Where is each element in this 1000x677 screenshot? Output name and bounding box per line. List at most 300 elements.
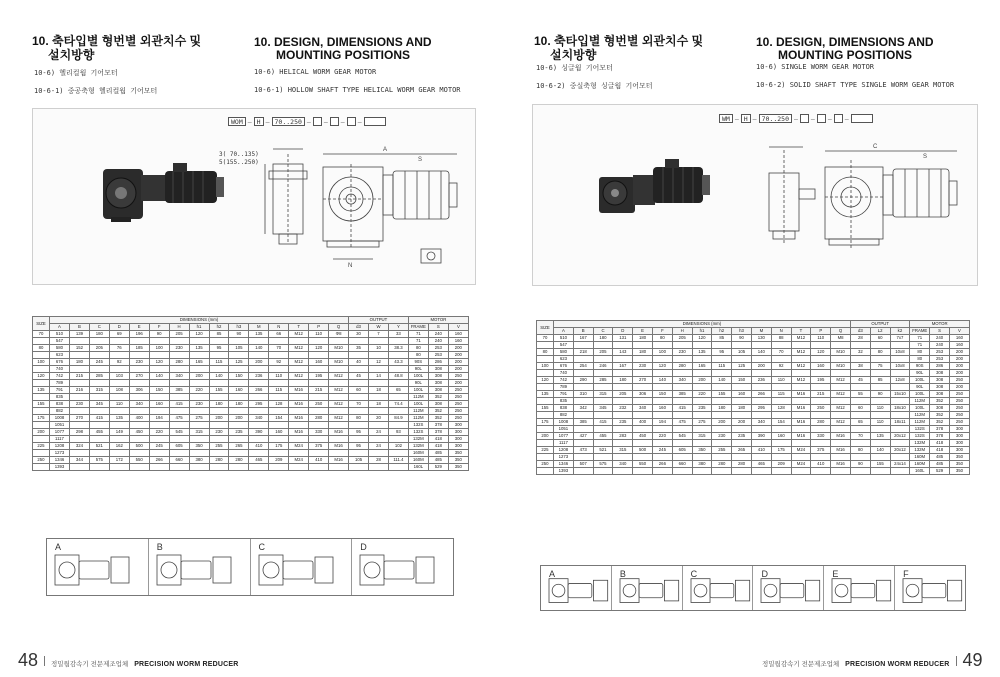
table-cell [289,422,309,429]
table-cell: W [369,324,389,331]
table-cell [249,366,269,373]
table-cell: M12 [289,331,309,338]
table-cell: 160L [408,464,428,471]
table-cell: 580 [50,345,70,352]
table-cell: 80 [910,356,930,363]
table-cell [652,384,672,391]
table-cell [209,450,229,457]
table-cell: 500 [633,447,653,454]
table-cell: 30 [349,331,369,338]
page-number: 48 [18,650,39,670]
table-cell [289,436,309,443]
table-cell: 71 [910,335,930,342]
table-cell [672,412,692,419]
table-cell: 245 [89,359,109,366]
table-cell: 253 [428,352,448,359]
table-cell [850,342,870,349]
table-cell: 90S [910,363,930,370]
table-cell: 1117 [50,436,70,443]
table-cell [229,436,249,443]
table-cell [890,440,910,447]
table-cell: 80 [850,447,870,454]
table-cell: 510 [50,331,70,338]
table-cell [771,426,791,433]
table-cell [652,370,672,377]
table-cell: 120 [537,377,554,384]
table-cell [33,380,50,387]
table-cell [269,338,289,345]
table-cell [633,370,653,377]
table-cell: 308 [428,387,448,394]
section-title-ko [32,34,201,62]
table-cell: 205 [89,345,109,352]
table-cell: 308 [930,384,950,391]
table-cell: 266 [249,387,269,394]
table-cell [169,352,189,359]
table-cell [791,440,811,447]
table-cell: M12 [329,401,349,408]
table-cell [309,464,329,471]
mounting-position-label: C [258,542,265,552]
table-cell: 547 [554,342,574,349]
table-cell [672,454,692,461]
table-header-row [33,317,469,324]
table-cell [890,426,910,433]
table-cell [593,454,613,461]
table-cell: 250 [537,461,554,468]
table-cell: 103 [109,373,129,380]
table-cell [269,352,289,359]
table-cell: 143 [613,349,633,356]
table-cell: 1008 [50,415,70,422]
table-cell [831,454,851,461]
table-cell [388,408,408,415]
table-cell: 167 [573,335,593,342]
table-cell: 315 [189,429,209,436]
table-cell [811,440,831,447]
table-cell: P [309,324,329,331]
table-cell: 300 [949,447,969,454]
table-cell [692,412,712,419]
table-cell [870,412,890,419]
table-cell [537,454,554,461]
dimension-drawing [32,108,476,285]
table-cell: 250 [949,405,969,412]
table-cell [732,426,752,433]
table-cell [289,366,309,373]
table-cell [349,450,369,457]
table-cell: 230 [69,401,89,408]
page-number: 49 [962,650,983,670]
table-cell: 280 [672,363,692,370]
table-cell [890,370,910,377]
table-cell [751,398,771,405]
table-cell [89,394,109,401]
table-cell: 152 [69,345,89,352]
table-cell [890,342,910,349]
table-cell: 254 [573,363,593,370]
table-cell: 92 [109,359,129,366]
table-cell: M10 [329,359,349,366]
section-title-en [254,36,432,62]
table-cell [831,468,851,475]
code-shaft: H [254,117,264,126]
code-series: WOM [228,117,246,126]
table-cell [811,412,831,419]
table-cell [109,436,129,443]
table-cell: 250 [448,415,468,422]
table-cell: 791 [50,387,70,394]
page-footer [18,650,239,671]
table-cell: 150 [652,391,672,398]
table-cell [309,436,329,443]
table-cell: 180 [209,401,229,408]
table-cell [169,366,189,373]
table-cell: Y [388,324,408,331]
table-cell: 175 [33,415,50,422]
table-cell [169,408,189,415]
table-cell [369,450,389,457]
table-cell [33,352,50,359]
table-cell: M16 [329,429,349,436]
table-cell: E [633,328,653,335]
table-cell [349,366,369,373]
table-cell [573,384,593,391]
table-cell: 175 [771,447,791,454]
table-row [33,373,469,380]
table-cell: M12 [791,377,811,384]
table-cell: 245 [149,443,169,450]
mounting-diagram [251,539,352,597]
table-cell [329,408,349,415]
table-cell: 308 [428,373,448,380]
table-cell: 410 [249,443,269,450]
table-cell: M16 [289,401,309,408]
table-cell: 250 [949,419,969,426]
table-cell: 76 [109,345,129,352]
table-cell: 180 [633,335,653,342]
table-cell [289,380,309,387]
table-cell: 70 [349,401,369,408]
table-cell: 160 [149,401,169,408]
table-cell [537,356,554,363]
table-cell [712,342,732,349]
table-cell [771,440,791,447]
gear-motor-drawing [533,105,979,287]
table-cell: 28 [369,457,389,464]
table-cell [329,380,349,387]
table-cell: 236 [249,373,269,380]
table-cell: 200 [448,352,468,359]
table-cell: 378 [428,429,448,436]
table-cell: 218 [573,349,593,356]
table-cell: 90 [850,461,870,468]
table-cell: 315 [613,447,633,454]
table-cell [593,426,613,433]
table-cell [189,450,209,457]
table-cell: 132M [910,440,930,447]
title-ko-line-1: 10. 축타입별 형번별 외관치수 및 [32,34,202,48]
table-cell [388,450,408,457]
table-cell [189,380,209,387]
table-cell [229,380,249,387]
table-cell: M12 [289,345,309,352]
table-cell [613,370,633,377]
table-cell: d3 [349,324,369,331]
table-cell: 105 [229,345,249,352]
table-cell: 250 [949,398,969,405]
table-cell: 75 [870,363,890,370]
table-cell: C [593,328,613,335]
table-cell: 200 [33,429,50,436]
table-cell: 80 [349,415,369,422]
table-cell: 450 [129,429,149,436]
table-row [33,338,469,345]
table-cell: 115 [209,359,229,366]
table-cell [249,450,269,457]
table-cell: 120 [652,363,672,370]
table-cell: 415 [89,415,109,422]
table-cell: 789 [554,384,574,391]
table-cell: 15x10 [890,391,910,398]
table-cell [289,450,309,457]
table-cell: 390 [249,429,269,436]
table-cell: 385 [169,387,189,394]
table-cell [189,464,209,471]
mounting-diagram [541,566,611,612]
table-cell [269,422,289,429]
table-cell: 139 [69,331,89,338]
table-cell: M16 [791,391,811,398]
table-cell [129,464,149,471]
table-cell: M24 [791,461,811,468]
table-cell: 300 [448,443,468,450]
table-cell: B [573,328,593,335]
table-cell: 180 [593,335,613,342]
table-cell: 200 [949,349,969,356]
table-cell: 385 [573,419,593,426]
table-cell: 14 [369,373,389,380]
table-cell: OUTPUT [850,321,909,328]
footer-brand: PRECISION WORM REDUCER [845,661,950,668]
table-cell: 250 [448,401,468,408]
table-cell [369,422,389,429]
subtitle-ko-2: 10-6-1) 중공축형 헬리컬웜 기어모터 [34,87,158,95]
table-cell [89,464,109,471]
table-cell [751,342,771,349]
table-header-row [537,328,970,335]
table-cell [209,366,229,373]
table-cell: M12 [329,387,349,394]
table-cell: 150 [149,387,169,394]
table-cell [129,338,149,345]
table-cell: 140 [751,349,771,356]
table-cell: M12 [831,419,851,426]
table-cell [537,398,554,405]
table-cell [633,426,653,433]
table-cell: 415 [169,401,189,408]
table-cell [751,356,771,363]
table-cell: 132M [408,443,428,450]
table-cell: H [169,324,189,331]
table-cell: M24 [289,443,309,450]
table-cell: 155 [712,391,732,398]
table-cell [69,450,89,457]
table-cell [209,422,229,429]
table-cell: 350 [448,457,468,464]
table-cell: Φ8 [329,331,349,338]
table-row [537,461,970,468]
table-cell: 84.9 [388,415,408,422]
table-cell [692,426,712,433]
table-cell: A [50,324,70,331]
table-cell: B [69,324,89,331]
table-cell: 375 [309,443,329,450]
table-cell [712,356,732,363]
front-view-drawing [323,147,457,269]
table-cell: 160 [448,338,468,345]
table-cell: 742 [554,377,574,384]
table-cell: 110 [269,373,289,380]
table-cell: h3 [732,328,752,335]
table-cell [329,338,349,345]
table-cell: 306 [633,391,653,398]
table-cell: 280 [209,457,229,464]
table-cell [890,356,910,363]
table-cell: 232 [613,405,633,412]
table-cell [811,426,831,433]
table-cell: 882 [554,412,574,419]
table-cell: 90 [229,331,249,338]
code-size: 70..250 [272,117,305,126]
title-ko-line-1: 10. 축타입별 형번별 외관치수 및 [534,34,704,48]
table-cell [771,370,791,377]
table-cell: 74.4 [388,401,408,408]
table-cell: 660 [169,457,189,464]
table-cell: 90L [408,380,428,387]
table-cell [672,468,692,475]
table-cell [369,436,389,443]
table-cell [771,454,791,461]
title-ko-line-2: 설치방향 [550,48,597,62]
table-cell [672,426,692,433]
mounting-diagram [612,566,682,612]
table-cell [692,468,712,475]
table-cell: 196 [129,331,149,338]
table-cell [890,398,910,405]
mounting-position-e [824,566,895,610]
table-cell [89,338,109,345]
table-cell: 175 [537,419,554,426]
table-cell: 475 [672,419,692,426]
table-cell [69,422,89,429]
table-cell [870,468,890,475]
table-cell: 1393 [50,464,70,471]
table-cell: 308 [930,370,950,377]
table-cell: 300 [448,436,468,443]
table-cell: 38.3 [388,345,408,352]
table-cell: M10 [831,349,851,356]
subtitle-ko-1: 10-6) 헬리컬웜 기어모터 [34,69,118,77]
mounting-diagram [753,566,823,612]
table-cell: 108 [109,387,129,394]
table-cell [309,394,329,401]
table-cell: 112M [408,408,428,415]
table-cell: 410 [309,457,329,464]
table-cell [369,352,389,359]
table-cell: 160 [732,391,752,398]
table-cell: 112M [910,398,930,405]
table-cell [732,342,752,349]
table-cell: 310 [573,391,593,398]
table-cell [732,468,752,475]
table-cell: 838 [554,405,574,412]
table-cell: 352 [930,398,950,405]
table-cell: 427 [573,433,593,440]
table-cell [573,412,593,419]
table-cell [249,394,269,401]
table-cell: 308 [428,401,448,408]
table-cell: 473 [573,447,593,454]
table-cell [229,422,249,429]
table-cell: M [249,324,269,331]
table-cell: 250 [448,387,468,394]
table-cell: 88 [771,335,791,342]
table-cell: 180 [732,405,752,412]
table-row [537,433,970,440]
table-cell: N [771,328,791,335]
table-cell: 225 [537,447,554,454]
table-cell: A [554,328,574,335]
table-cell [633,412,653,419]
table-cell [593,370,613,377]
table-cell: E [129,324,149,331]
table-cell: 48.8 [388,373,408,380]
table-cell: 838 [50,401,70,408]
dim-label-n: N [348,263,353,269]
table-cell [870,356,890,363]
table-row [537,454,970,461]
table-cell: 340 [249,415,269,422]
table-cell [229,464,249,471]
table-cell [269,366,289,373]
table-cell: 455 [89,429,109,436]
table-cell [712,370,732,377]
table-cell: V [448,324,468,331]
table-cell: 60 [850,405,870,412]
table-cell: M12 [831,391,851,398]
table-row [537,356,970,363]
table-cell: 180 [69,359,89,366]
table-cell: h1 [692,328,712,335]
table-cell: 12 [369,359,389,366]
table-cell [369,408,389,415]
table-cell: 240 [428,331,448,338]
table-cell: h1 [189,324,209,331]
table-cell: F [652,328,672,335]
table-cell: 165 [189,359,209,366]
table-cell [831,398,851,405]
table-cell [633,468,653,475]
table-cell: 200 [712,419,732,426]
table-cell [209,408,229,415]
table-cell [613,384,633,391]
table-cell: 285 [593,377,613,384]
table-cell: 165 [692,363,712,370]
table-cell [692,454,712,461]
detail-view-drawing [421,249,441,263]
table-cell [850,412,870,419]
